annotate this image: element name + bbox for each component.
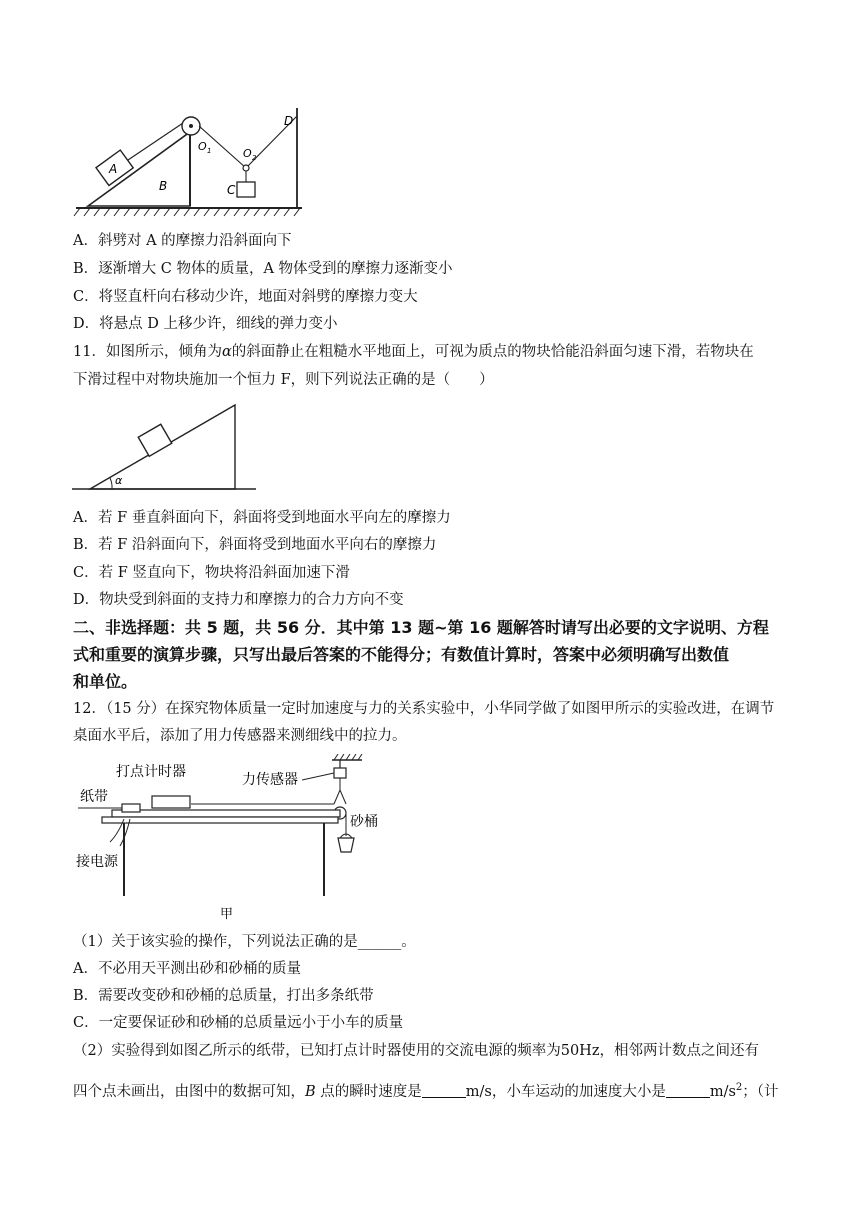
q12-sub2-line1: （2）实验得到如图乙所示的纸带，已知打点计时器使用的交流电源的频率为50Hz，相邻两计数点之间还有 — [73, 1043, 759, 1059]
answer-blank-velocity[interactable] — [422, 1083, 466, 1098]
fig2-alpha-label: α — [115, 474, 123, 487]
fig3-label-bucket: 砂桶 — [350, 814, 378, 830]
q11-stem-line1 — [73, 342, 754, 362]
section2-heading-line2: 式和重要的演算步骤，只写出最后答案的不能得分；有数值计算时，答案中必须明确写出数值 — [73, 645, 730, 664]
fig1-label-O2: O — [243, 147, 252, 160]
q11-stem-part2: 的斜面静止在粗糙水平地面上，可视为质点的物块恰能沿斜面匀速下滑，若物块在 — [231, 344, 754, 360]
q12-sub2-text-d: ，小车运动的加速度大小是 — [491, 1083, 666, 1100]
unit-acceleration: m/s — [709, 1083, 736, 1100]
fig1-label-O1: O — [198, 140, 207, 153]
q12-sub2-text-a: 四个点未画出，由图中的数据可知， — [73, 1083, 305, 1100]
q11-option-c: C．若 F 竖直向下，物块将沿斜面加速下滑 — [73, 565, 350, 581]
fig1-label-A: A — [109, 162, 118, 176]
q12-sub2-line2 — [73, 1078, 779, 1102]
q11-option-a: A．若 F 垂直斜面向下，斜面将受到地面水平向左的摩擦力 — [73, 510, 451, 526]
q12-stem-line2: 桌面水平后，添加了用力传感器来测细线中的拉力。 — [73, 728, 407, 744]
fig3-label-timer: 打点计时器 — [116, 764, 186, 780]
q10-option-a: A．斜劈对 A 的摩擦力沿斜面向下 — [73, 233, 292, 249]
fig3-label-power: 接电源 — [76, 854, 118, 870]
figure-incline-pulley — [70, 102, 310, 218]
fig1-label-O2-sub: 2 — [252, 154, 257, 162]
q12-stem-line1: 12．（15 分）在探究物体质量一定时加速度与力的关系实验中，小华同学做了如图甲所示的实验改进，在调节 — [73, 701, 775, 717]
fig3-label-tape: 纸带 — [80, 789, 108, 805]
fig3-label-sensor: 力传感器 — [242, 772, 298, 788]
q12-sub2-point-b: B — [305, 1083, 316, 1100]
q11-stem-part1: 11．如图所示，倾角为 — [73, 344, 222, 360]
section2-heading-line1: 二、非选择题：共 5 题，共 56 分．其中第 13 题~第 16 题解答时请写出必要的文字说明、方程 — [73, 618, 769, 637]
section2-heading-line3: 和单位。 — [73, 672, 138, 691]
q10-option-b: B．逐渐增大 C 物体的质量，A 物体受到的摩擦力逐渐变小 — [73, 261, 453, 277]
q11-alpha-symbol: α — [221, 344, 232, 360]
fig1-label-B: B — [159, 179, 168, 193]
q12-sub2-text-e: ；（计 — [742, 1083, 779, 1100]
q11-option-d: D．物块受到斜面的支持力和摩擦力的合力方向不变 — [73, 592, 404, 608]
q10-option-d: D．将悬点 D 上移少许，细线的弹力变小 — [73, 316, 338, 332]
figure-experiment-setup — [72, 754, 402, 924]
q10-option-c: C．将竖直杆向右移动少许，地面对斜劈的摩擦力变大 — [73, 289, 418, 305]
q12-sub2-text-c: 点的瞬时速度是 — [315, 1083, 422, 1100]
fig1-label-O1-sub: 1 — [207, 147, 212, 155]
fig3-caption: 甲 — [220, 907, 234, 922]
unit-acceleration-sup: 2 — [735, 1082, 743, 1093]
unit-velocity: m/s — [465, 1083, 492, 1100]
q11-option-b: B．若 F 沿斜面向下，斜面将受到地面水平向右的摩擦力 — [73, 537, 437, 553]
q12-sub1-option-a: A．不必用天平测出砂和砂桶的质量 — [73, 961, 301, 977]
fig1-label-C: C — [227, 183, 236, 197]
q12-sub1-stem: （1）关于该实验的操作，下列说法正确的是______。 — [73, 934, 416, 950]
answer-blank-acceleration[interactable] — [666, 1083, 710, 1098]
q12-sub1-option-b: B．需要改变砂和砂桶的总质量，打出多条纸带 — [73, 988, 374, 1004]
q12-sub1-option-c: C．一定要保证砂和砂桶的总质量远小于小车的质量 — [73, 1015, 404, 1031]
fig1-label-D: D — [284, 114, 294, 128]
q11-stem-line2: 下滑过程中对物块施加一个恒力 F，则下列说法正确的是（ ） — [73, 372, 494, 388]
figure-incline-block — [70, 402, 260, 494]
